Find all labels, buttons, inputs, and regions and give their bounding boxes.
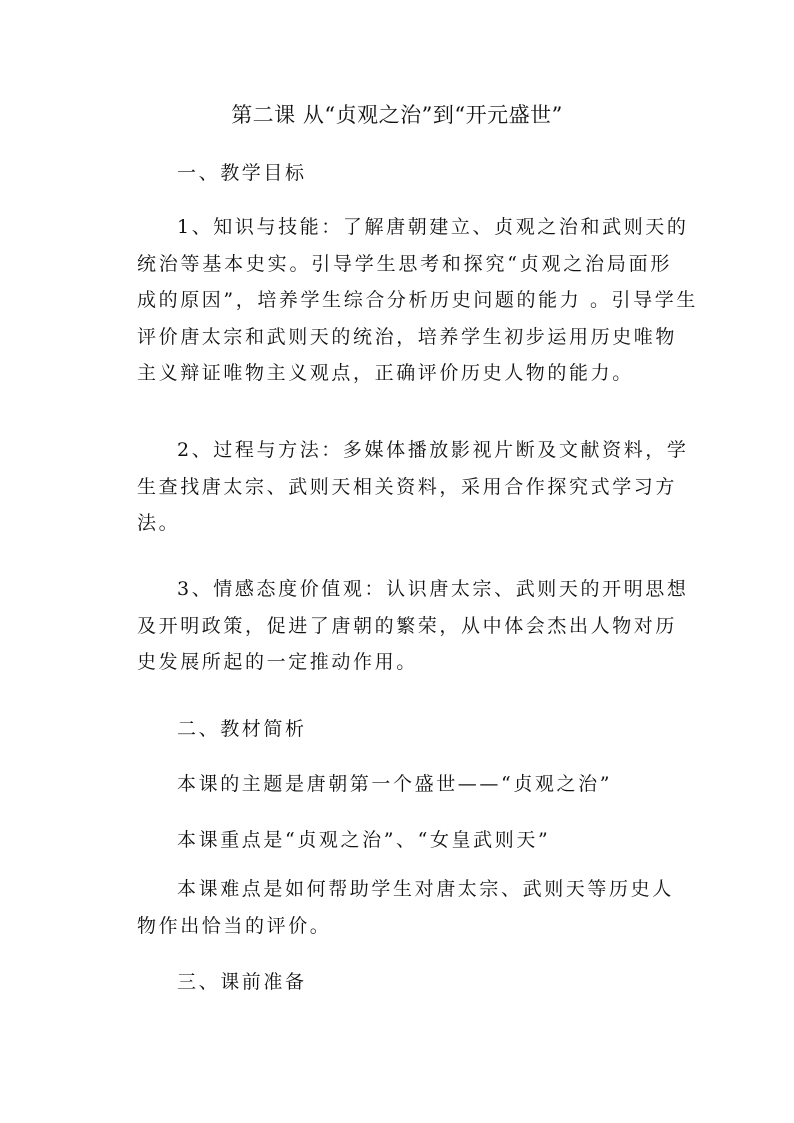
lesson-title: 第二课 从“贞观之治”到“开元盛世” (231, 103, 563, 127)
paragraph-line: 统治等基本史实。引导学生思考和探究“贞观之治局面形 (137, 252, 672, 275)
paragraph-line: 生查找唐太宗、武则天相关资料，采用合作探究式学习方 (137, 475, 678, 498)
section-heading-textbook-analysis: 二、教材简析 (177, 718, 307, 740)
section-heading-teaching-goals: 一、教学目标 (177, 162, 307, 184)
paragraph-line: 史发展所起的一定推动作用。 (137, 651, 418, 673)
key-points-line: 本课重点是“贞观之治”、“女皇武则天” (177, 829, 551, 851)
theme-line: 本课的主题是唐朝第一个盛世——“贞观之治” (177, 773, 613, 795)
paragraph-line: 评价唐太宗和武则天的统治，培养学生初步运用历史唯物 (137, 325, 678, 348)
paragraph-process-methods (137, 432, 689, 542)
paragraph-line: 本课难点是如何帮助学生对唐太宗、武则天等历史人 (177, 878, 674, 900)
paragraph-line: 主义辩证唯物主义观点，正确评价历史人物的能力。 (137, 362, 634, 384)
paragraph-line: 法。 (137, 512, 181, 534)
paragraph-line: 及开明政策，促进了唐朝的繁荣，从中体会杰出人物对历 (137, 614, 678, 637)
paragraph-difficulty (137, 871, 672, 944)
paragraph-line: 物作出恰当的评价。 (137, 914, 332, 937)
paragraph-line: 成的原因”，培养学生综合分析历史问题的能力 。引导学生 (137, 289, 698, 311)
paragraph-line: 1、知识与技能：了解唐朝建立、贞观之治和武则天的 (177, 216, 689, 238)
paragraph-emotional-values (137, 571, 689, 681)
paragraph-line: 2、过程与方法：多媒体播放影视片断及文献资料，学 (177, 439, 689, 461)
paragraph-line: 3、情感态度价值观：认识唐太宗、武则天的开明思想 (177, 578, 689, 600)
paragraph-knowledge-skills (137, 209, 698, 392)
section-heading-preparation: 三、课前准备 (177, 971, 307, 993)
